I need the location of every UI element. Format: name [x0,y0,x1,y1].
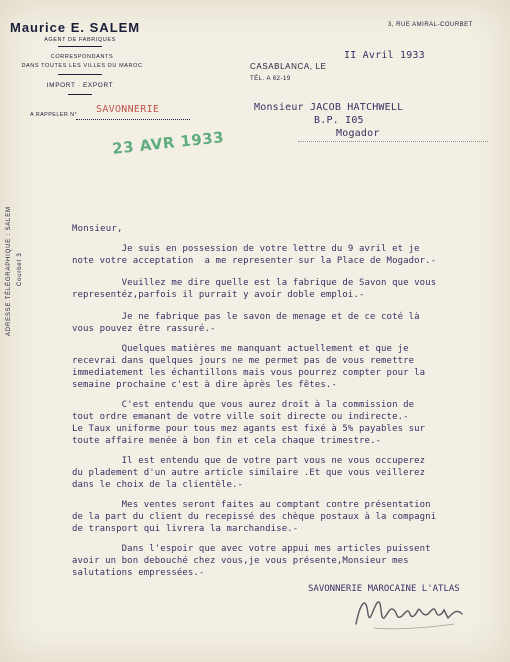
body-line: recevrai dans quelques jours ne me permet pas de vous remettre [72,356,415,366]
side-telegraph-address: ADRESSE TÉLÉGRAPHIQUE : SALEM [6,206,12,336]
side-code: Courbet 3 [17,252,23,286]
body-line: toute affaire menée à bon fin et cela chaque trimestre.- [72,436,382,446]
letterhead-rule [58,46,102,47]
salutation: Monsieur, [72,224,123,234]
body-line: Mes ventes seront faites au comptant contre présentation [72,500,431,510]
body-line: Quelques matières me manquant actuellement et que je [72,344,409,354]
body-line: note votre acceptation a me representer sur la Place de Mogador.- [72,256,437,266]
body-line: semaine prochaine c'est à dire àprès les fêtes.- [72,380,337,390]
letterhead-rule [68,94,92,95]
letterhead-correspondants: CORRESPONDANTS [50,54,114,60]
body-line: immediatement les échantillons mais vous pourrez compter pour la [72,368,426,378]
rappeler-label: A RAPPELER N° [30,112,78,118]
letterhead-name: Maurice E. SALEM [10,20,141,35]
handwritten-signature [344,584,484,634]
body-line: Dans l'espoir que avec votre appui mes articles puissent [72,544,431,554]
letterhead-subtitle: AGENT DE FABRIQUES [44,37,116,43]
rappeler-line [76,119,190,120]
typed-date: II Avril 1933 [344,50,425,61]
body-line: Le Taux uniforme pour tous mez agants est fixé à 5% payables sur [72,424,426,434]
body-line: Il est entendu que de votre part vous ne vous occuperez [72,456,426,466]
body-line: vous pouvez être rassuré.- [72,324,216,334]
recipient-name: Monsieur JACOB HATCHWELL [254,102,404,113]
body-line: Je ne fabrique pas le savon de menage et de ce coté là [72,312,420,322]
body-line: dans le choix de la clientèle.- [72,480,244,490]
body-line: representéz,parfois il purrait y avoir doble emploi.- [72,290,365,300]
body-line: de transport qui livrera la marchandise.- [72,524,299,534]
body-line: Veuillez me dire quelle est la fabrique de Savon que vous [72,278,437,288]
letterhead-address: 3, RUE AMIRAL-COURBET [388,22,473,28]
recipient-box: B.P. I05 [314,115,364,126]
body-line: de la part du client du recepissé des chèque postaux à la compagni [72,512,437,522]
body-line: tout ordre emanant de votre ville soit directe ou indirecte.- [72,412,409,422]
letterhead-city: CASABLANCA, LE [250,62,327,71]
savonnerie-stamp: SAVONNERIE [96,104,160,115]
recipient-city: Mogador [336,128,380,139]
letterhead-correspondants-detail: DANS TOUTES LES VILLES DU MAROC [21,63,143,69]
received-date-stamp: 23 AVR 1933 [111,128,225,158]
body-line: salutations empressées.- [72,568,205,578]
closing-company: SAVONNERIE MAROCAINE L'ATLAS [308,584,460,594]
letterhead-import-export: IMPORT · EXPORT [46,82,114,89]
letterhead-rule [58,74,102,75]
body-line: du pladement d'un autre article similaire .Et que vous veillerez [72,468,426,478]
body-line: C'est entendu que vous aurez droit à la commission de [72,400,415,410]
body-line: Je suis en possession de votre lettre du 9 avril et je [72,244,420,254]
letterhead-tel: TÉL. A 62-19 [250,76,291,82]
body-line: avoir un bon debouché chez vous,je vous présente,Monsieur mes [72,556,409,566]
recipient-rule [298,141,488,142]
